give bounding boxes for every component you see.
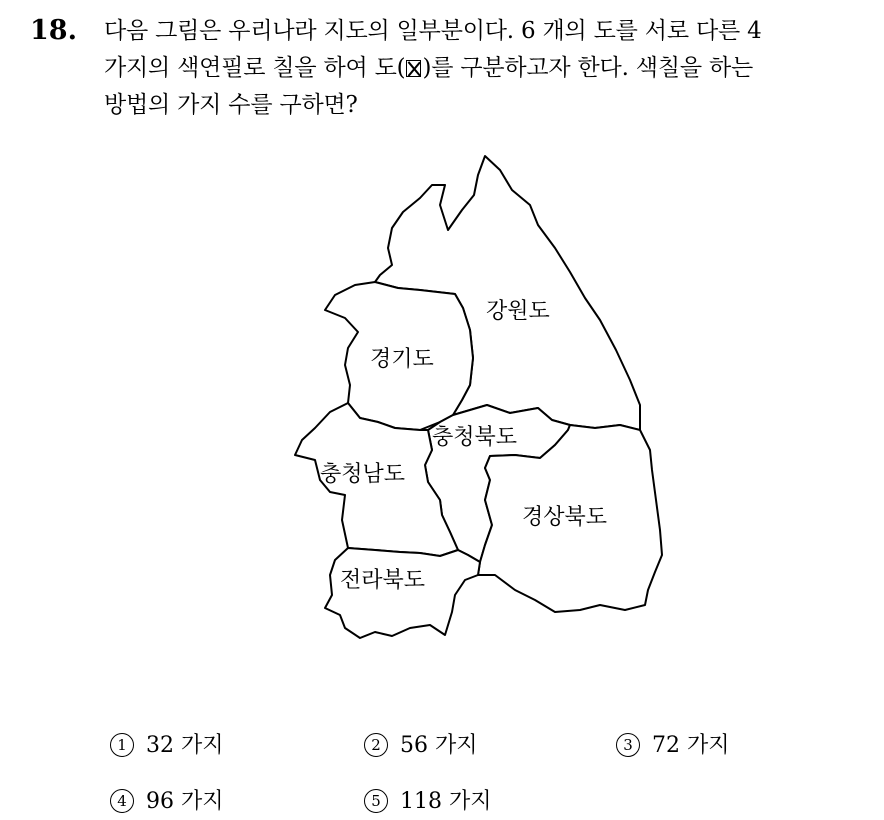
choice-text: 32 가지 <box>146 733 224 758</box>
choice-number: 1 <box>110 733 134 757</box>
choice-number: 5 <box>364 789 388 813</box>
question-text-line-1: 다음 그림은 우리나라 지도의 일부분이다. 6 개의 도를 서로 다른 4 <box>104 18 762 44</box>
choice-number: 2 <box>364 733 388 757</box>
label-chungnam: 충청남도 <box>320 462 406 487</box>
choice-5[interactable] <box>364 788 492 816</box>
label-jeonbuk: 전라북도 <box>340 568 426 593</box>
question-text-line-2a: 가지의 색연필로 칠을 하여 도( <box>104 55 406 81</box>
label-gyeongbuk: 경상북도 <box>522 505 608 530</box>
label-gangwon: 강원도 <box>486 299 550 324</box>
choice-4[interactable] <box>110 788 224 816</box>
choice-text: 72 가지 <box>652 733 730 758</box>
choice-number: 4 <box>110 789 134 813</box>
region-jeonbuk <box>325 548 480 638</box>
choice-text: 96 가지 <box>146 789 224 814</box>
choice-3[interactable] <box>616 732 730 760</box>
question-text-line-2b: )를 구분하고자 한다. 색칠을 하는 <box>422 55 753 81</box>
choice-1[interactable] <box>110 732 224 760</box>
choice-text: 118 가지 <box>400 789 492 814</box>
label-chungbuk: 충청북도 <box>432 425 518 450</box>
question-number: 18. <box>30 15 77 46</box>
choice-text: 56 가지 <box>400 733 478 758</box>
choice-2[interactable] <box>364 732 478 760</box>
question-text-line-3: 방법의 가지 수를 구하면? <box>104 92 358 118</box>
label-gyeonggi: 경기도 <box>370 347 434 372</box>
choice-number: 3 <box>616 733 640 757</box>
